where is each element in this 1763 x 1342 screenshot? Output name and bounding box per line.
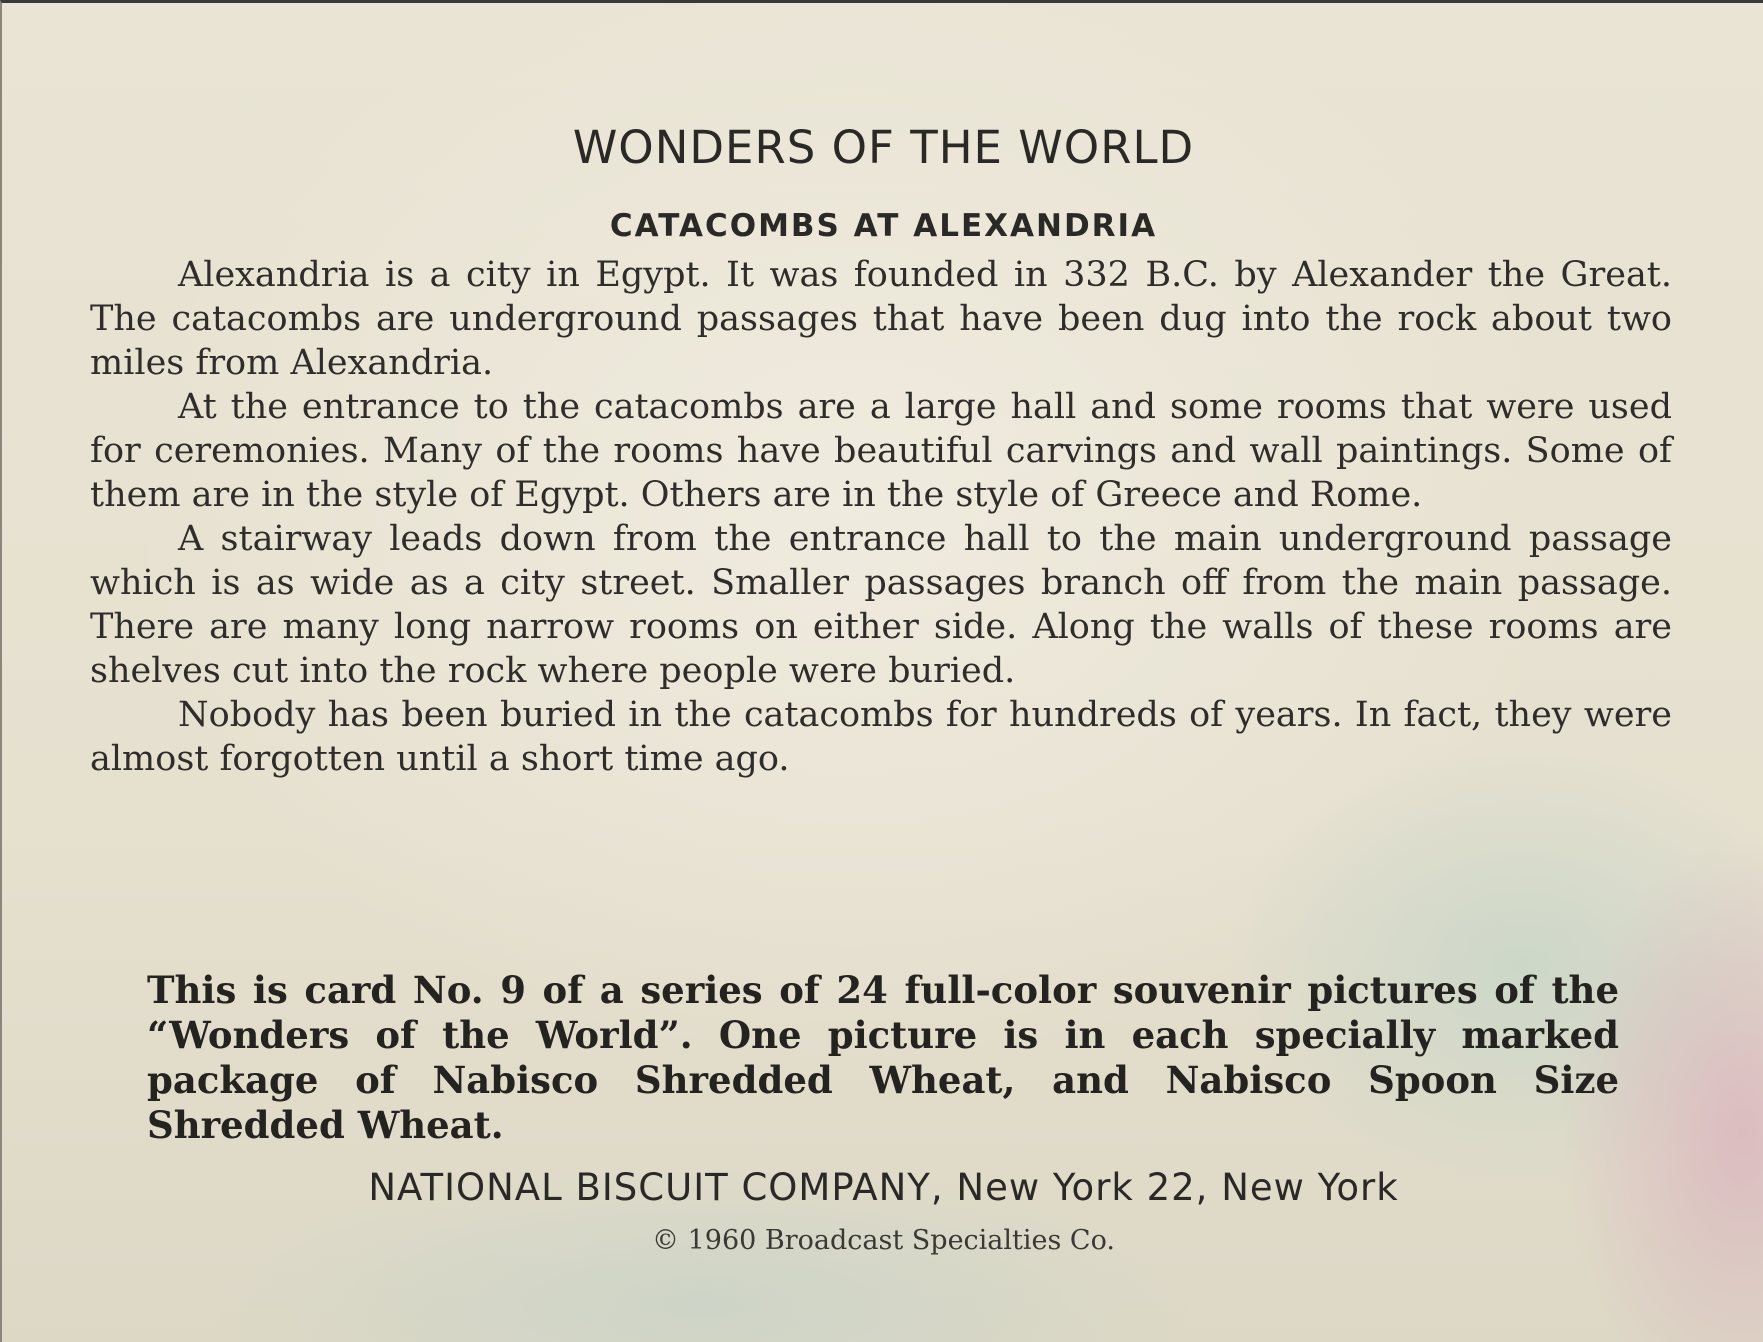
series-notice: This is card No. 9 of a series of 24 full-color souvenir pictures of the “Wonders of the World”. One picture is in each specially marked package of Nabisco Shredded Wheat, and Nabisco Spoon Size Shredded Wheat.: [147, 968, 1619, 1147]
body-paragraph-3: A stairway leads down from the entrance hall to the main underground passage which is as wide as a city street. Smaller passages branch off from the main passage. There are many long narrow rooms on either side. Along the walls of these rooms are shelves cut into the rock where people were buried.: [90, 519, 1672, 691]
card-title: WONDERS OF THE WORLD: [572, 121, 1195, 174]
body-paragraph-4: Nobody has been buried in the catacombs for hundreds of years. In fact, they were almost forgotten until a short time ago.: [90, 695, 1672, 779]
body-paragraph-1: Alexandria is a city in Egypt. It was founded in 332 B.C. by Alexander the Great. The catacombs are underground passages that have been dug into the rock about two miles from Alexandria.: [90, 255, 1672, 383]
card-body: [90, 253, 1672, 781]
copyright-line: © 1960 Broadcast Specialties Co.: [652, 1225, 1115, 1256]
card-subtitle: CATACOMBS AT ALEXANDRIA: [609, 208, 1158, 244]
company-line: NATIONAL BISCUIT COMPANY, New York 22, New York: [368, 1166, 1399, 1209]
body-paragraph-2: At the entrance to the catacombs are a large hall and some rooms that were used for ceremonies. Many of the rooms have beautiful carvings and wall paintings. Some of them are in the style of Egypt. Others are in the style of Greece and Rome.: [90, 387, 1672, 515]
